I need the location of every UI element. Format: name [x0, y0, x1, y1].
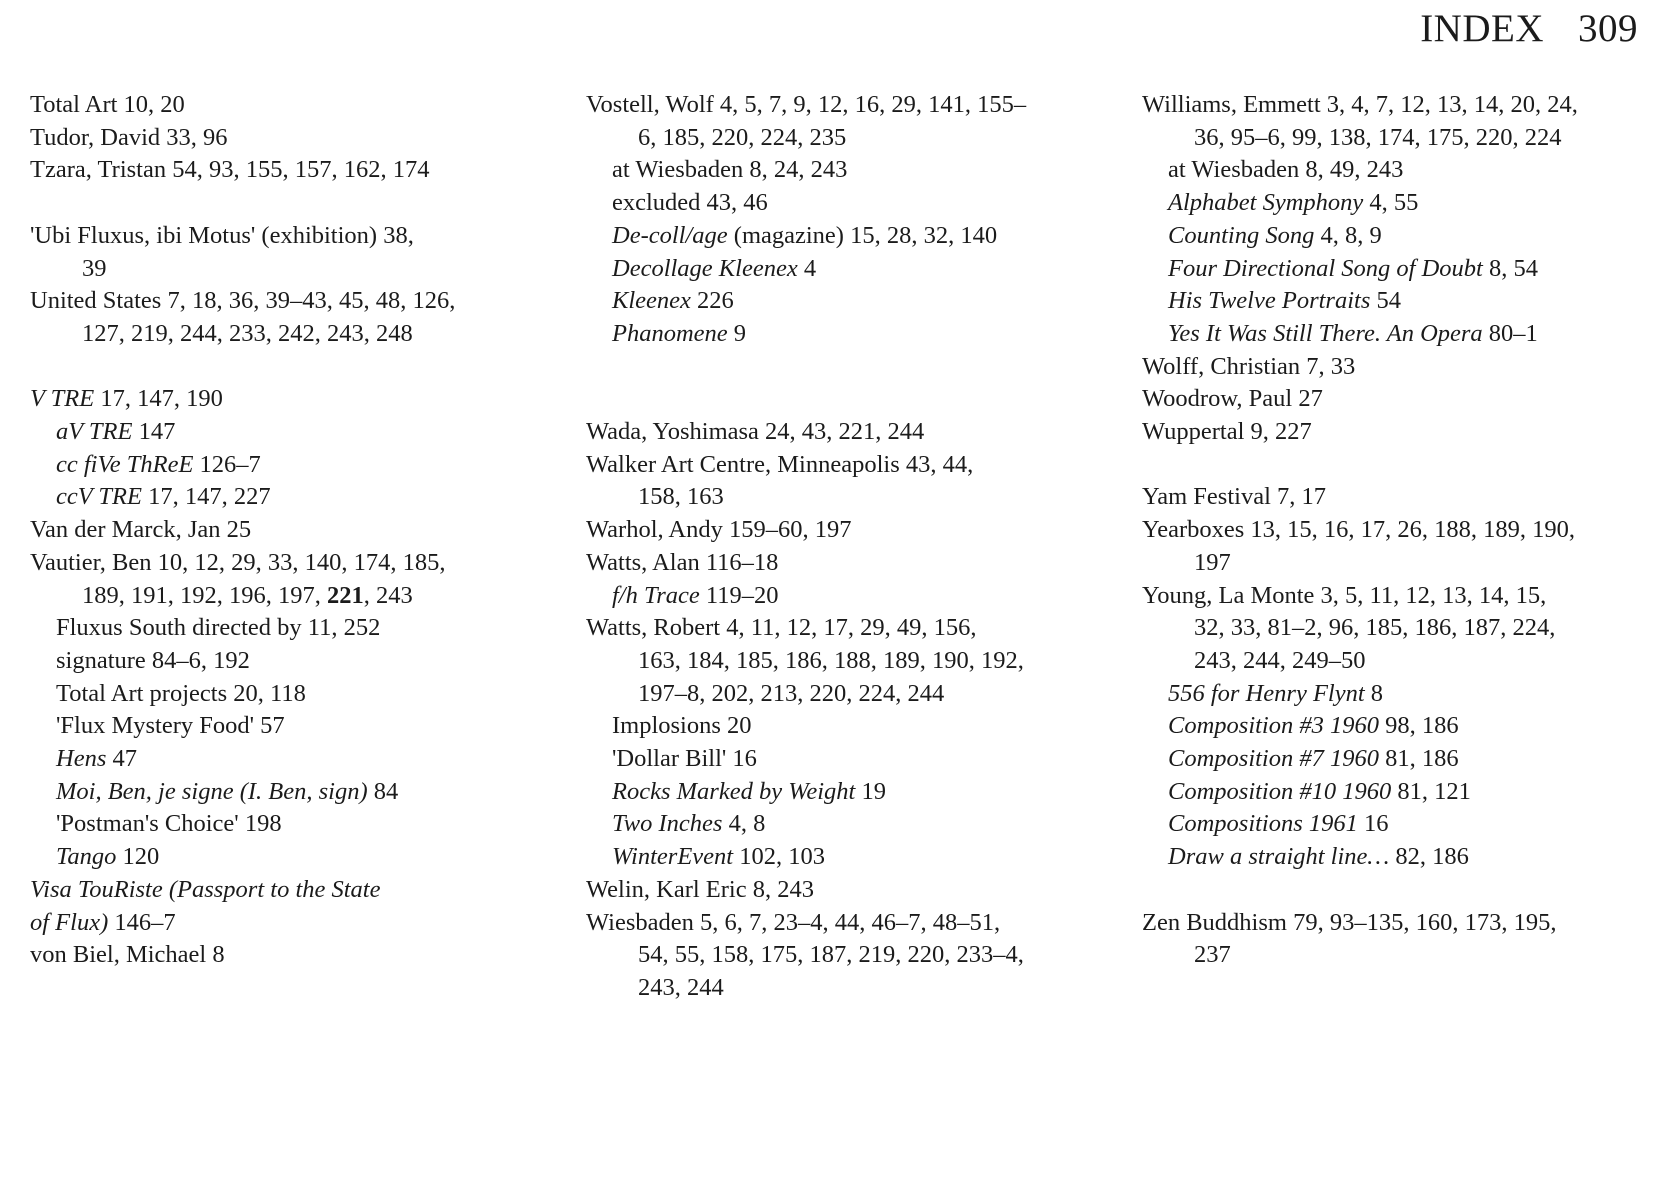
entry-text: 197–8, 202, 213, 220, 224, 244	[638, 679, 945, 707]
entry-text: 197	[1194, 548, 1231, 576]
index-entry	[1142, 89, 1662, 122]
index-subentry	[30, 449, 540, 482]
header-title: INDEX	[1420, 7, 1544, 50]
entry-text: 54, 55, 158, 175, 187, 219, 220, 233–4,	[638, 941, 1024, 969]
index-entry-continuation	[586, 678, 1106, 711]
index-entry	[586, 547, 1106, 580]
entry-text: United States 7, 18, 36, 39–43, 45, 48, 126,	[30, 287, 456, 315]
entry-text: Warhol, Andy 159–60, 197	[586, 516, 852, 544]
index-entry	[1142, 383, 1662, 416]
entry-text: 84	[367, 777, 399, 805]
entry-text: at Wiesbaden 8, 49, 243	[1168, 156, 1404, 184]
entry-text: Van der Marck, Jan 25	[30, 516, 252, 544]
index-subentry	[1142, 808, 1662, 841]
entry-text: Total Art 10, 20	[30, 91, 185, 118]
entry-text: Fluxus South directed by 11, 252	[56, 614, 381, 642]
index-entry	[1142, 481, 1662, 514]
index-entry	[30, 907, 540, 940]
index-entry	[1142, 351, 1662, 384]
index-subentry	[1142, 318, 1662, 351]
entry-text: 189, 191, 192, 196, 197,	[82, 581, 327, 609]
entry-gap	[586, 351, 1106, 384]
italic-title: His Twelve Portraits	[1168, 287, 1371, 315]
italic-title: WinterEvent	[612, 843, 734, 871]
entry-gap	[1142, 874, 1662, 907]
index-subentry	[30, 645, 540, 678]
index-entry-continuation	[1142, 612, 1662, 645]
bold-page-ref: 221	[327, 581, 364, 609]
index-entry	[30, 122, 540, 155]
index-entry-continuation	[30, 580, 540, 613]
entry-text: 8, 54	[1482, 254, 1538, 282]
italic-title: Two Inches	[612, 810, 723, 838]
index-entry	[586, 89, 1106, 122]
entry-text: Vautier, Ben 10, 12, 29, 33, 140, 174, 185,	[30, 548, 446, 576]
entry-text: 16	[1357, 810, 1389, 838]
index-entry	[586, 874, 1106, 907]
index-column-3	[1142, 89, 1662, 972]
italic-title: Composition #7 1960	[1168, 745, 1379, 773]
entry-text: at Wiesbaden 8, 24, 243	[612, 156, 848, 184]
entry-text: 163, 184, 185, 186, 188, 189, 190, 192,	[638, 646, 1024, 674]
italic-title: aV TRE	[56, 418, 133, 445]
entry-text: 17, 147, 190	[94, 385, 223, 413]
index-entry-continuation	[586, 122, 1106, 155]
entry-text: 6, 185, 220, 224, 235	[638, 123, 847, 151]
italic-title: Composition #10 1960	[1168, 777, 1392, 805]
index-subentry	[1142, 253, 1662, 286]
index-entry	[30, 154, 540, 187]
italic-title: Tango	[56, 843, 117, 871]
index-subentry	[30, 710, 540, 743]
index-entry	[1142, 416, 1662, 449]
index-entry-continuation	[30, 318, 540, 351]
index-entry-continuation	[586, 481, 1106, 514]
italic-title: Moi, Ben, je signe (I. Ben, sign)	[56, 777, 368, 805]
entry-text: Woodrow, Paul 27	[1142, 385, 1323, 413]
italic-title: f/h Trace	[612, 581, 700, 609]
entry-text: 4	[797, 254, 817, 282]
entry-text: 'Flux Mystery Food' 57	[56, 712, 285, 740]
index-entry-continuation	[586, 645, 1106, 678]
index-subentry	[30, 678, 540, 711]
index-entry	[586, 449, 1106, 482]
index-subentry	[1142, 285, 1662, 318]
index-entry	[30, 939, 540, 972]
entry-text: Watts, Alan 116–18	[586, 548, 779, 576]
index-entry	[586, 612, 1106, 645]
entry-text: 36, 95–6, 99, 138, 174, 175, 220, 224	[1194, 123, 1562, 151]
entry-text: 47	[106, 745, 137, 773]
index-subentry	[30, 841, 540, 874]
entry-text: signature 84–6, 192	[56, 646, 250, 674]
entry-text: 81, 186	[1379, 745, 1459, 773]
entry-text: Total Art projects 20, 118	[56, 679, 306, 707]
entry-text: Young, La Monte 3, 5, 11, 12, 13, 14, 15,	[1142, 581, 1547, 609]
entry-text: 120	[116, 843, 160, 871]
index-subentry	[586, 285, 1106, 318]
index-entry	[1142, 514, 1662, 547]
entry-text: Tzara, Tristan 54, 93, 155, 157, 162, 174	[30, 156, 430, 184]
index-entry	[1142, 580, 1662, 613]
entry-text: Williams, Emmett 3, 4, 7, 12, 13, 14, 20, 24,	[1142, 91, 1578, 118]
index-subentry	[586, 776, 1106, 809]
italic-title: Hens	[56, 745, 107, 773]
index-entry	[30, 383, 540, 416]
index-entry	[586, 907, 1106, 940]
entry-text: Yearboxes 13, 15, 16, 17, 26, 188, 189, 190,	[1142, 516, 1576, 544]
entry-text: 243, 244, 249–50	[1194, 646, 1366, 674]
italic-title: Counting Song	[1168, 221, 1315, 249]
index-subentry	[30, 612, 540, 645]
italic-title: 556 for Henry Flynt	[1168, 679, 1365, 707]
italic-title: Kleenex	[612, 287, 691, 315]
index-subentry	[586, 154, 1106, 187]
index-subentry	[30, 808, 540, 841]
italic-title: Composition #3 1960	[1168, 712, 1379, 740]
italic-title: V TRE	[30, 385, 95, 413]
entry-text: 'Dollar Bill' 16	[612, 745, 757, 773]
entry-gap	[30, 351, 540, 384]
entry-text: 39	[82, 254, 107, 282]
entry-text: 243, 244	[638, 973, 724, 1001]
italic-title: Rocks Marked by Weight	[612, 777, 856, 805]
index-entry	[30, 220, 540, 253]
index-subentry	[1142, 187, 1662, 220]
index-subentry	[586, 743, 1106, 776]
index-entry	[586, 416, 1106, 449]
index-subentry	[586, 220, 1106, 253]
entry-text: 80–1	[1482, 319, 1538, 347]
index-entry-continuation	[1142, 122, 1662, 155]
entry-text: 237	[1194, 941, 1231, 969]
index-subentry	[1142, 743, 1662, 776]
index-subentry	[30, 481, 540, 514]
index-entry-continuation	[586, 939, 1106, 972]
index-subentry	[30, 416, 540, 449]
italic-title: Compositions 1961	[1168, 810, 1358, 838]
index-entry	[30, 514, 540, 547]
entry-text: 98, 186	[1379, 712, 1459, 740]
entry-text: 147	[132, 418, 176, 445]
entry-text: 19	[855, 777, 886, 805]
entry-text: Wolff, Christian 7, 33	[1142, 352, 1356, 380]
entry-text: 102, 103	[733, 843, 825, 871]
entry-text: Yam Festival 7, 17	[1142, 483, 1327, 511]
entry-text: 226	[690, 287, 734, 315]
index-column-1	[30, 89, 540, 972]
entry-text: von Biel, Michael 8	[30, 941, 225, 969]
entry-text: 4, 8	[722, 810, 766, 838]
italic-title: ccV TRE	[56, 483, 142, 511]
entry-text: Zen Buddhism 79, 93–135, 160, 173, 195,	[1142, 908, 1557, 936]
italic-title: De-coll/age	[612, 221, 728, 249]
italic-title: Alphabet Symphony	[1168, 189, 1364, 217]
index-entry	[586, 514, 1106, 547]
entry-text: Welin, Karl Eric 8, 243	[586, 875, 814, 903]
index-subentry	[1142, 776, 1662, 809]
entry-text: excluded 43, 46	[612, 189, 768, 217]
index-subentry	[1142, 154, 1662, 187]
entry-text: 54	[1370, 287, 1401, 315]
entry-text: 'Ubi Fluxus, ibi Motus' (exhibition) 38,	[30, 221, 414, 249]
index-subentry	[586, 580, 1106, 613]
running-header	[1420, 6, 1638, 51]
index-subentry	[586, 253, 1106, 286]
index-subentry	[586, 841, 1106, 874]
entry-text: Wiesbaden 5, 6, 7, 23–4, 44, 46–7, 48–51,	[586, 908, 1001, 936]
entry-gap	[30, 187, 540, 220]
entry-text: 8	[1364, 679, 1384, 707]
entry-text: Implosions 20	[612, 712, 752, 740]
entry-text: 32, 33, 81–2, 96, 185, 186, 187, 224,	[1194, 614, 1556, 642]
italic-title: cc fiVe ThReE	[56, 450, 194, 478]
entry-text: 119–20	[699, 581, 779, 609]
index-subentry	[586, 808, 1106, 841]
entry-text: Wada, Yoshimasa 24, 43, 221, 244	[586, 418, 925, 445]
entry-text: 127, 219, 244, 233, 242, 243, 248	[82, 319, 413, 347]
index-subentry	[586, 187, 1106, 220]
entry-text: Wuppertal 9, 227	[1142, 418, 1312, 446]
index-entry-continuation	[1142, 547, 1662, 580]
index-subentry	[1142, 678, 1662, 711]
entry-text: 158, 163	[638, 483, 724, 511]
entry-text: Walker Art Centre, Minneapolis 43, 44,	[586, 450, 974, 478]
entry-text: 146–7	[108, 908, 176, 936]
italic-title: Decollage Kleenex	[612, 254, 798, 282]
index-entry	[1142, 907, 1662, 940]
entry-text: 82, 186	[1389, 843, 1469, 871]
index-entry	[30, 547, 540, 580]
index-subentry	[1142, 710, 1662, 743]
entry-gap	[1142, 449, 1662, 482]
entry-text: 4, 8, 9	[1314, 221, 1382, 249]
entry-gap	[586, 383, 1106, 416]
italic-title: Draw a straight line…	[1168, 843, 1390, 871]
index-entry-continuation	[30, 253, 540, 286]
entry-text: 17, 147, 227	[141, 483, 271, 511]
entry-text: Watts, Robert 4, 11, 12, 17, 29, 49, 156,	[586, 614, 977, 642]
index-column-2	[586, 89, 1106, 1005]
entry-text: Tudor, David 33, 96	[30, 123, 228, 151]
entry-text: (magazine) 15, 28, 32, 140	[727, 221, 998, 249]
entry-text: , 243	[363, 581, 413, 609]
entry-text: Vostell, Wolf 4, 5, 7, 9, 12, 16, 29, 141, 155–	[586, 91, 1027, 118]
index-subentry	[586, 318, 1106, 351]
index-entry-continuation	[586, 972, 1106, 1005]
italic-title: Four Directional Song of Doubt	[1168, 254, 1483, 282]
index-subentry	[1142, 220, 1662, 253]
entry-text: 126–7	[193, 450, 261, 478]
index-subentry	[30, 776, 540, 809]
page-number: 309	[1578, 7, 1638, 50]
entry-text: 81, 121	[1391, 777, 1471, 805]
entry-text: 4, 55	[1363, 189, 1419, 217]
italic-title: of Flux)	[30, 908, 109, 936]
entry-text: 9	[727, 319, 747, 347]
entry-text: 'Postman's Choice' 198	[56, 810, 282, 838]
index-entry	[30, 874, 540, 907]
index-entry	[30, 285, 540, 318]
italic-title: Phanomene	[612, 319, 728, 347]
italic-title: Yes It Was Still There. An Opera	[1168, 319, 1483, 347]
index-entry-continuation	[1142, 939, 1662, 972]
index-subentry	[1142, 841, 1662, 874]
index-entry-continuation	[1142, 645, 1662, 678]
index-subentry	[586, 710, 1106, 743]
index-entry	[30, 89, 540, 122]
index-subentry	[30, 743, 540, 776]
italic-title: Visa TouRiste (Passport to the State	[30, 875, 381, 903]
